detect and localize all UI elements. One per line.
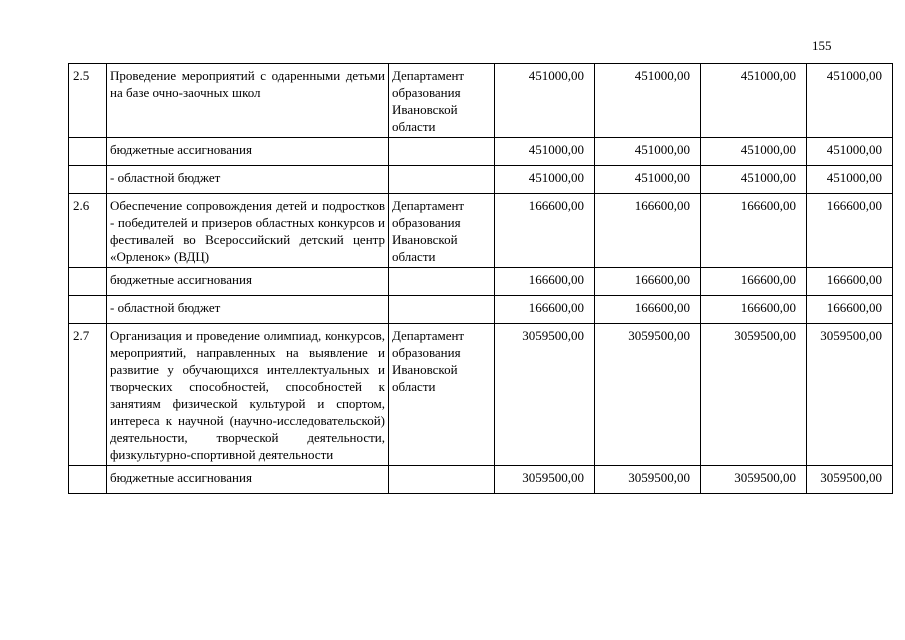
row-description: - областной бюджет [107, 296, 389, 324]
row-department [389, 466, 495, 494]
row-value: 451000,00 [595, 64, 701, 138]
row-code: 2.6 [69, 194, 107, 268]
table-row [69, 138, 893, 166]
row-description: бюджетные ассигнования [107, 138, 389, 166]
page-number: 155 [812, 38, 832, 53]
row-description: Организация и проведение олимпиад, конкурсов, мероприятий, направленных на выявление и развитие у обучающихся интеллектуальных и творческих способностей, способностей к занятиям физической культурой и спортом, интереса к научной (научно-исследовательской) деятельности, творческой деятельности, физкультурно-спортивной деятельности [107, 324, 389, 466]
row-department [389, 268, 495, 296]
row-code: 2.5 [69, 64, 107, 138]
row-value: 166600,00 [807, 268, 893, 296]
row-code [69, 268, 107, 296]
row-description: бюджетные ассигнования [107, 466, 389, 494]
row-value: 451000,00 [701, 166, 807, 194]
row-description: Проведение мероприятий с одаренными детьми на базе очно-заочных школ [107, 64, 389, 138]
table-row [69, 64, 893, 138]
row-value: 451000,00 [495, 166, 595, 194]
table-row [69, 166, 893, 194]
row-department [389, 166, 495, 194]
row-value: 451000,00 [595, 166, 701, 194]
row-description: - областной бюджет [107, 166, 389, 194]
row-code [69, 296, 107, 324]
row-value: 451000,00 [495, 64, 595, 138]
row-value: 451000,00 [807, 138, 893, 166]
row-value: 451000,00 [807, 64, 893, 138]
table-row [69, 466, 893, 494]
row-value: 3059500,00 [495, 466, 595, 494]
row-value: 3059500,00 [807, 466, 893, 494]
row-code [69, 166, 107, 194]
row-description: бюджетные ассигнования [107, 268, 389, 296]
table-row [69, 268, 893, 296]
row-value: 451000,00 [595, 138, 701, 166]
row-value: 166600,00 [701, 296, 807, 324]
row-value: 3059500,00 [595, 324, 701, 466]
row-value: 166600,00 [495, 296, 595, 324]
row-code: 2.7 [69, 324, 107, 466]
table-row [69, 296, 893, 324]
row-value: 3059500,00 [807, 324, 893, 466]
row-value: 451000,00 [495, 138, 595, 166]
row-department [389, 138, 495, 166]
row-value: 3059500,00 [595, 466, 701, 494]
row-value: 166600,00 [595, 194, 701, 268]
row-value: 166600,00 [495, 194, 595, 268]
row-department: Департамент образования Ивановской области [389, 324, 495, 466]
row-value: 166600,00 [701, 194, 807, 268]
row-value: 166600,00 [701, 268, 807, 296]
row-department: Департамент образования Ивановской области [389, 194, 495, 268]
row-value: 166600,00 [807, 296, 893, 324]
table-row [69, 194, 893, 268]
row-value: 451000,00 [701, 138, 807, 166]
row-department [389, 296, 495, 324]
row-department: Департамент образования Ивановской области [389, 64, 495, 138]
table-row [69, 324, 893, 466]
row-code [69, 466, 107, 494]
row-value: 451000,00 [701, 64, 807, 138]
row-value: 3059500,00 [701, 324, 807, 466]
row-value: 166600,00 [495, 268, 595, 296]
row-value: 451000,00 [807, 166, 893, 194]
row-value: 166600,00 [807, 194, 893, 268]
row-value: 166600,00 [595, 268, 701, 296]
budget-table [68, 63, 893, 494]
row-description: Обеспечение сопровождения детей и подростков - победителей и призеров областных конкурсов и фестивалей во Всероссийский детский центр «Орленок» (ВДЦ) [107, 194, 389, 268]
row-value: 3059500,00 [701, 466, 807, 494]
row-code [69, 138, 107, 166]
row-value: 166600,00 [595, 296, 701, 324]
row-value: 3059500,00 [495, 324, 595, 466]
